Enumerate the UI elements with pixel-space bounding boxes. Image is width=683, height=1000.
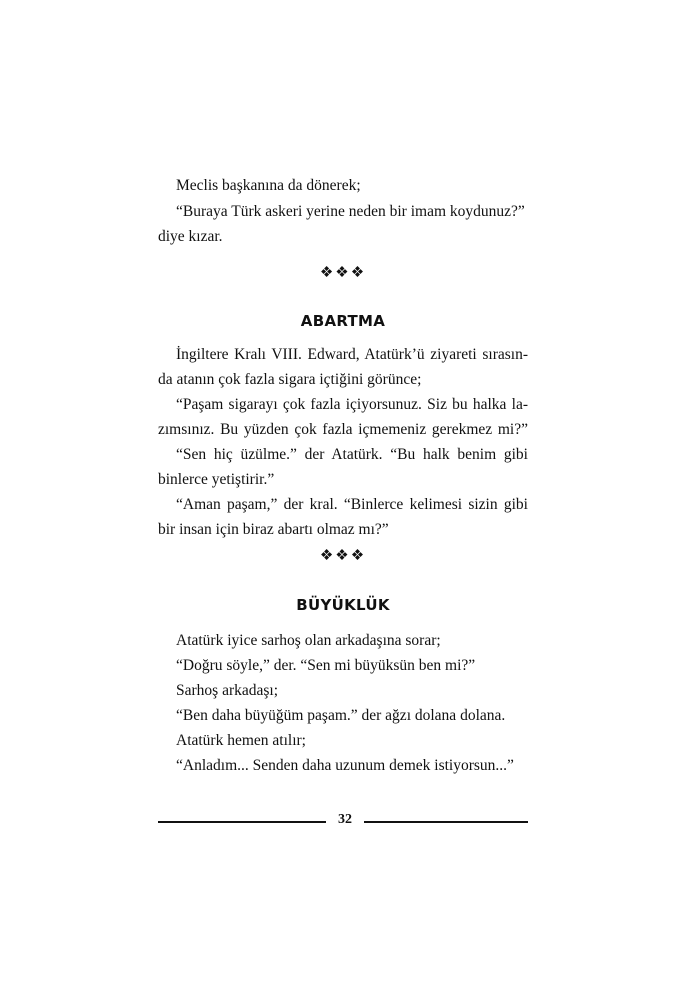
paragraph-line: “Doğru söyle,” der. “Sen mi büyüksün ben mi?” bbox=[176, 657, 476, 674]
paragraph-line: “Buraya Türk askeri yerine neden bir imam koydunuz?” bbox=[176, 203, 525, 220]
paragraph-line: zımsınız. Bu yüzden çok fazla içmemeniz gerekmez mi?” bbox=[158, 421, 528, 438]
paragraph-line: İngiltere Kralı VIII. Edward, Atatürk’ü ziyareti sırasın- bbox=[176, 346, 528, 363]
paragraph-line: Meclis başkanına da dönerek; bbox=[176, 177, 361, 194]
paragraph-line: da atanın çok fazla sigara içtiğini görünce; bbox=[158, 371, 422, 388]
paragraph-line: Sarhoş arkadaşı; bbox=[176, 682, 279, 699]
ornament-divider: ❖❖❖ bbox=[319, 265, 367, 281]
section-heading-abartma: ABARTMA bbox=[300, 312, 386, 330]
paragraph-line: “Sen hiç üzülme.” der Atatürk. “Bu halk benim gibi bbox=[176, 446, 528, 463]
footer-rule-left bbox=[158, 821, 326, 823]
paragraph-line: “Ben daha büyüğüm paşam.” der ağzı dolana dolana. bbox=[176, 707, 506, 724]
paragraph-line: Atatürk hemen atılır; bbox=[176, 732, 306, 749]
paragraph-line: “Paşam sigarayı çok fazla içiyorsunuz. Siz bu halka la- bbox=[176, 396, 528, 413]
paragraph-line: “Aman paşam,” der kral. “Binlerce kelimesi sizin gibi bbox=[176, 496, 528, 513]
footer-rule-right bbox=[364, 821, 528, 823]
paragraph-line: “Anladım... Senden daha uzunum demek istiyorsun...” bbox=[176, 757, 514, 774]
paragraph-line: diye kızar. bbox=[158, 228, 223, 245]
paragraph-line: Atatürk iyice sarhoş olan arkadaşına sorar; bbox=[176, 632, 441, 649]
paragraph-line: binlerce yetiştirir.” bbox=[158, 471, 275, 488]
paragraph-line: bir insan için biraz abartı olmaz mı?” bbox=[158, 521, 389, 538]
page-number: 32 bbox=[338, 812, 352, 827]
section-heading-buyukluk: BÜYÜKLÜK bbox=[296, 596, 390, 614]
page-footer bbox=[158, 812, 528, 832]
ornament-divider: ❖❖❖ bbox=[319, 548, 367, 564]
